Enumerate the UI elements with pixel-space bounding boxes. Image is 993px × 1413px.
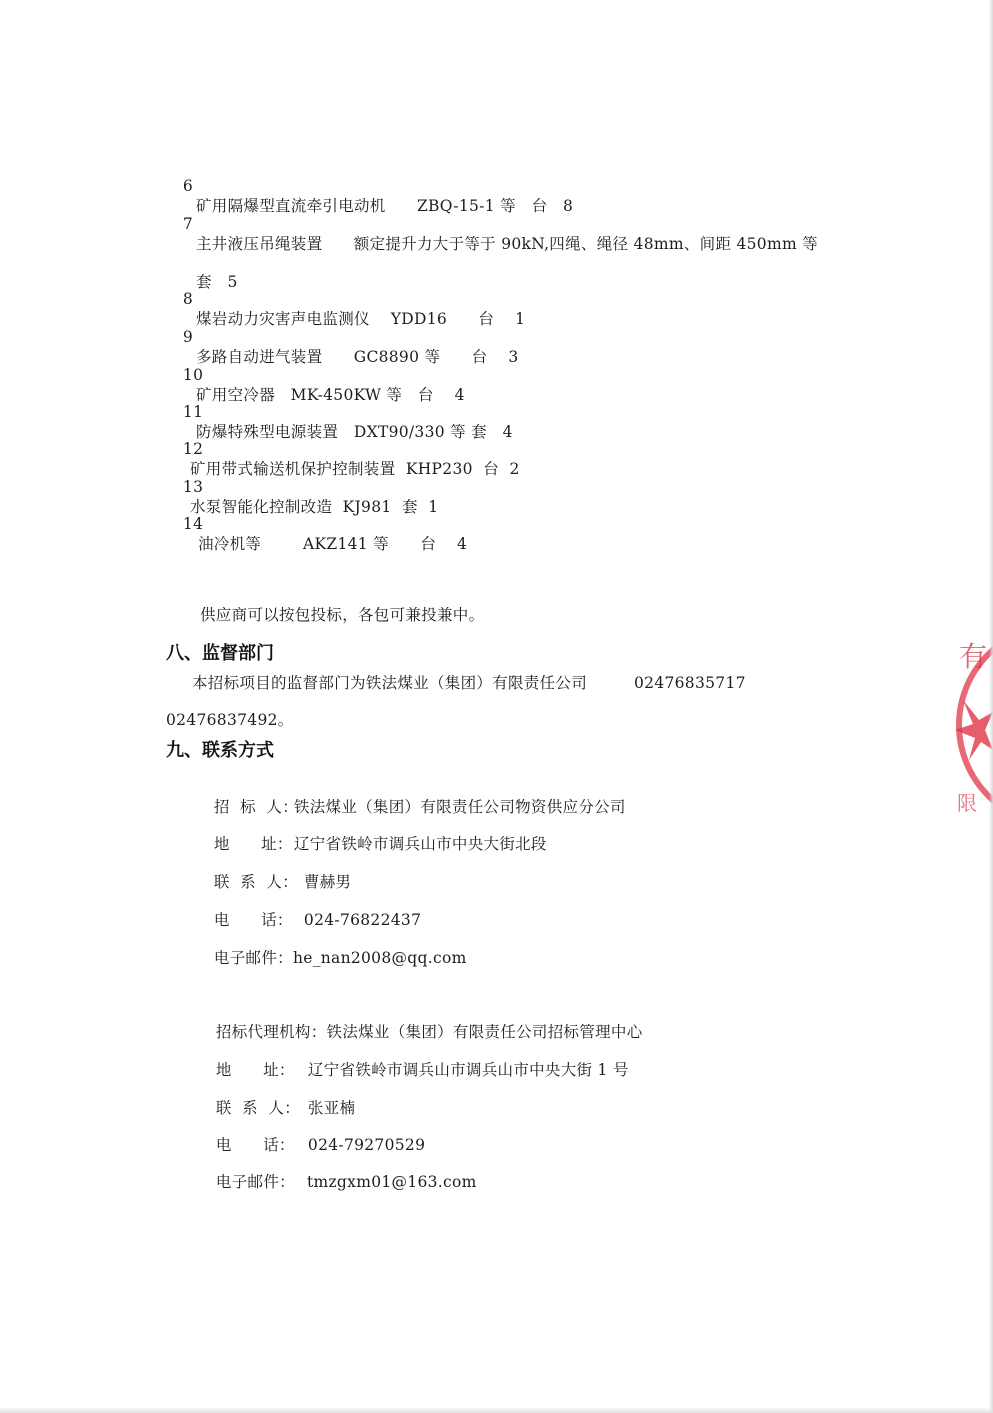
section-heading-supervision: 八、监督部门 <box>166 643 274 664</box>
agency-name-label: 招标代理机构： <box>215 1023 327 1041</box>
item-text: 主井液压吊绳装置 额定提升力大于等于 90kN,四绳、绳径 48mm、间距 450mm 等 <box>196 235 818 253</box>
section-heading-contact: 九、联系方式 <box>166 740 274 761</box>
supplier-note: 供应商可以按包投标，各包可兼投兼中。 <box>200 606 485 624</box>
item-text: 矿用空冷器 MK-450KW 等 台 4 <box>196 386 465 404</box>
supervision-phone-1: 02476835717 <box>634 674 746 692</box>
agency-contact: 张亚楠 <box>307 1099 356 1117</box>
tenderer-email: he_nan2008@qq.com <box>292 949 467 967</box>
agency-contact-label: 联 系 人： <box>215 1099 301 1117</box>
item-number: 7 <box>182 215 194 233</box>
agency-name: 铁法煤业（集团）有限责任公司招标管理中心 <box>326 1023 643 1041</box>
seal-icon <box>949 620 993 830</box>
agency-email: tmzgxm01@163.com <box>306 1173 477 1191</box>
item-text: 套 5 <box>196 273 238 291</box>
item-number: 12 <box>182 440 204 458</box>
scan-bottom-shadow <box>0 1407 993 1413</box>
tenderer-name: 铁法煤业（集团）有限责任公司物资供应分公司 <box>293 798 626 816</box>
item-text: 油冷机等 AKZ141 等 台 4 <box>198 535 468 553</box>
agency-email-label: 电子邮件： <box>215 1173 295 1191</box>
tenderer-address-label: 地 址： <box>213 835 293 853</box>
svg-text:有: 有 <box>959 640 988 673</box>
tenderer-email-row <box>193 928 467 988</box>
agency-address: 辽宁省铁岭市调兵山市调兵山市中央大街 1 号 <box>307 1061 629 1079</box>
red-seal-stamp <box>949 620 993 830</box>
tenderer-address: 辽宁省铁岭市调兵山市中央大街北段 <box>293 835 547 853</box>
item-text: 矿用隔爆型直流牵引电动机 ZBQ-15-1 等 台 8 <box>196 197 574 215</box>
tenderer-contact: 曹赫男 <box>303 873 352 891</box>
supervision-phone-2: 02476837492。 <box>166 711 294 729</box>
item-text: 煤岩动力灾害声电监测仪 YDD16 台 1 <box>196 310 526 328</box>
item-number: 10 <box>182 366 204 384</box>
item-number: 8 <box>182 290 194 308</box>
item-number: 6 <box>182 177 194 195</box>
item-text: 矿用带式输送机保护控制装置 KHP230 台 2 <box>190 460 520 478</box>
tenderer-phone: 024-76822437 <box>303 911 422 929</box>
tenderer-email-label: 电子邮件： <box>213 949 293 967</box>
item-text: 防爆特殊型电源装置 DXT90/330 等 套 4 <box>196 423 513 441</box>
tenderer-phone-label: 电 话： <box>213 911 293 929</box>
scan-edge-shadow <box>989 0 993 1413</box>
item-number: 14 <box>182 515 204 533</box>
supervision-text: 本招标项目的监督部门为铁法煤业（集团）有限责任公司 <box>192 674 588 692</box>
item-text: 多路自动进气装置 GC8890 等 台 3 <box>196 348 519 366</box>
item-number: 13 <box>182 478 204 496</box>
tenderer-name-label: 招 标 人： <box>213 798 299 816</box>
agency-phone: 024-79270529 <box>307 1136 426 1154</box>
item-text: 水泵智能化控制改造 KJ981 套 1 <box>190 498 439 516</box>
item-number: 11 <box>182 403 204 421</box>
agency-address-label: 地 址： <box>215 1061 295 1079</box>
tenderer-contact-label: 联 系 人： <box>213 873 299 891</box>
agency-email-row <box>195 1152 477 1212</box>
item-number: 9 <box>182 328 194 346</box>
agency-phone-label: 电 话： <box>215 1136 295 1154</box>
svg-text:限: 限 <box>957 791 977 815</box>
